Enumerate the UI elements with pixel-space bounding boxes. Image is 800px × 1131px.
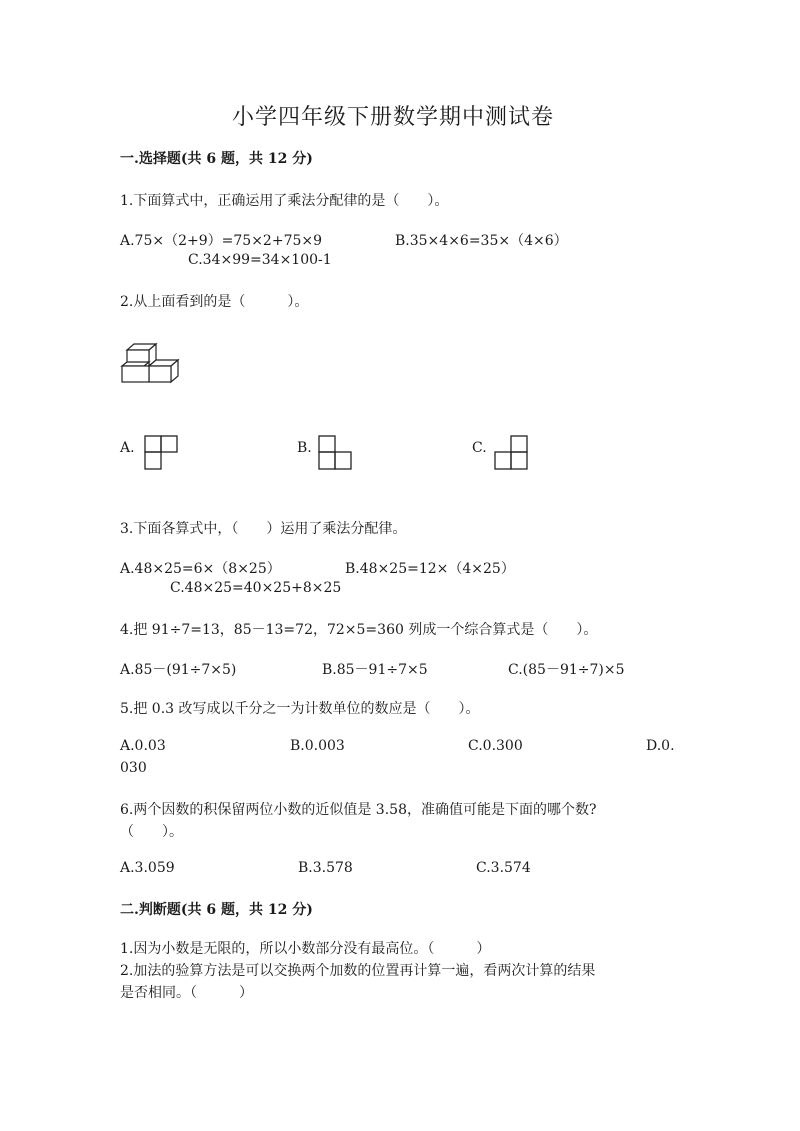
question-2-text: 2.从上面看到的是（ ）。	[120, 294, 309, 310]
question-1-option-c: C.34×99=34×100-1	[188, 252, 332, 268]
question-6-option-b: B.3.578	[298, 860, 353, 876]
page-title: 小学四年级下册数学期中测试卷	[232, 105, 555, 130]
question-1-option-b: B.35×4×6=35×（4×6）	[395, 233, 568, 249]
question-5-option-d-continued: 030	[120, 760, 147, 776]
option-b-top-view-icon	[318, 435, 352, 471]
question-2-option-b: B.	[297, 440, 312, 456]
question-3-option-b: B.48×25=12×（4×25）	[345, 561, 515, 577]
question-5-option-b: B.0.003	[290, 738, 345, 754]
section-heading-judgement: 二.判断题(共 6 题，共 12 分)	[120, 902, 313, 918]
question-1-option-a: A.75×（2+9）=75×2+75×9	[120, 233, 323, 249]
question-3-text: 3.下面各算式中，（ ）运用了乘法分配律。	[120, 521, 407, 537]
question-2-option-c: C.	[472, 440, 487, 456]
question-4-option-a: A.85－(91÷7×5)	[120, 662, 237, 678]
judgement-2-text-continued: 是否相同。（ ）	[120, 985, 253, 1001]
option-a-top-view-icon	[144, 435, 178, 471]
question-1-text: 1.下面算式中，正确运用了乘法分配律的是（ ）。	[120, 193, 449, 209]
question-2-option-a: A.	[120, 440, 135, 456]
judgement-2-text: 2.加法的验算方法是可以交换两个加数的位置再计算一遍，看两次计算的结果	[120, 963, 596, 979]
question-5-option-a: A.0.03	[120, 738, 166, 754]
question-6-text: 6.两个因数的积保留两位小数的近似值是 3.58，准确值可能是下面的哪个数?	[120, 802, 597, 818]
question-5-option-d: D.0.	[646, 738, 675, 754]
question-3-option-a: A.48×25=6×（8×25）	[120, 561, 281, 577]
section-heading-choice: 一.选择题(共 6 题，共 12 分)	[120, 151, 313, 167]
question-4-option-c: C.(85－91÷7)×5	[508, 662, 625, 678]
question-6-option-a: A.3.059	[120, 860, 175, 876]
judgement-1-text: 1.因为小数是无限的，所以小数部分没有最高位。（ ）	[120, 941, 491, 957]
stacked-cubes-figure	[120, 342, 180, 388]
question-5-option-c: C.0.300	[468, 738, 523, 754]
question-3-option-c: C.48×25=40×25+8×25	[170, 580, 342, 596]
question-6-option-c: C.3.574	[476, 860, 531, 876]
question-5-text: 5.把 0.3 改写成以千分之一为计数单位的数应是（ ）。	[120, 701, 480, 717]
question-4-option-b: B.85－91÷7×5	[322, 662, 428, 678]
question-6-text-continued: （ ）。	[120, 824, 183, 840]
option-c-top-view-icon	[494, 435, 528, 471]
question-4-text: 4.把 91÷7=13，85－13=72，72×5=360 列成一个综合算式是（ ）。	[120, 622, 598, 638]
